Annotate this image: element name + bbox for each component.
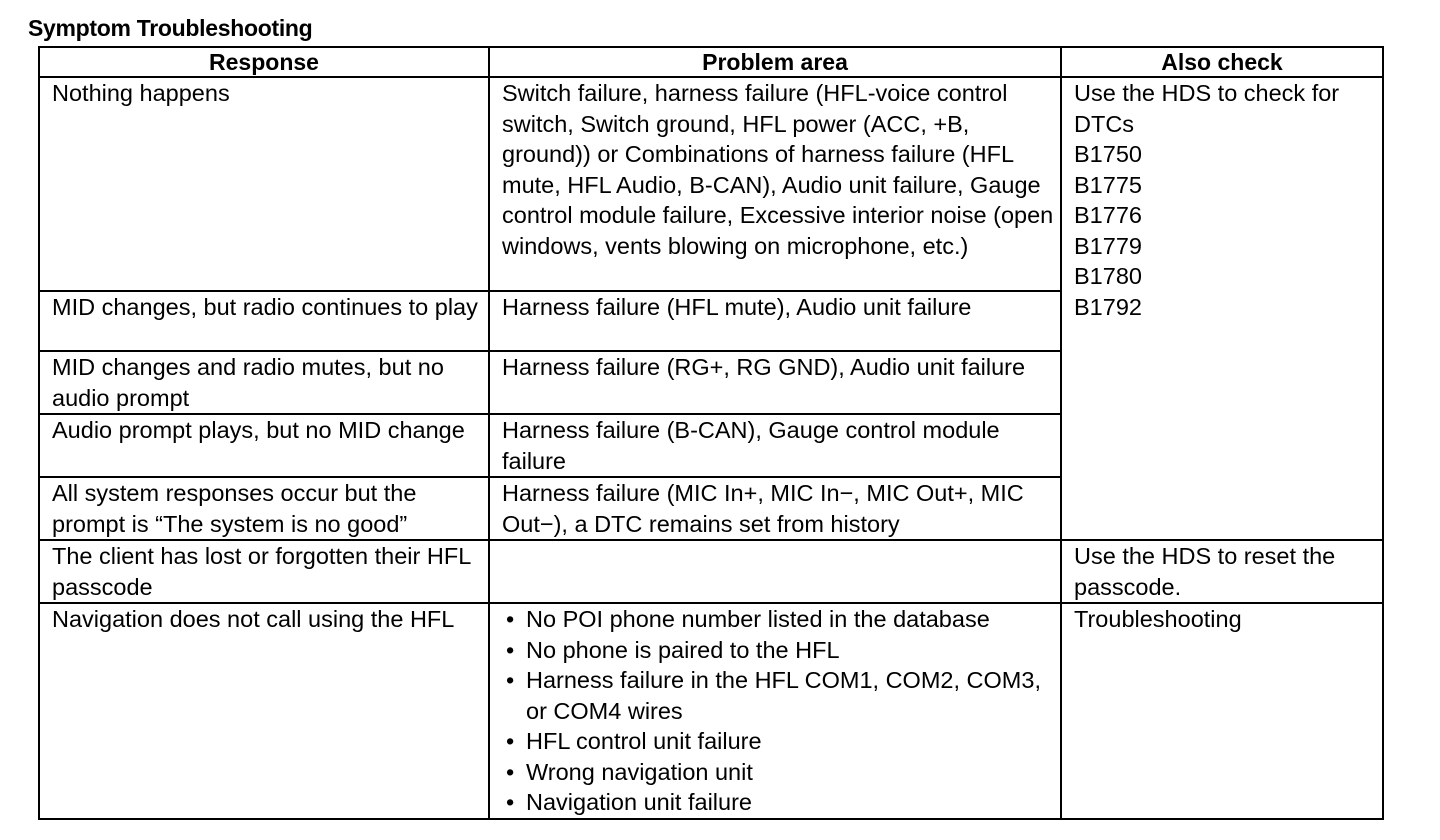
dtc-code: B1775 <box>1074 171 1142 198</box>
problem-area-cell: Harness failure (MIC In+, MIC In−, MIC Out+, MIC Out−), a DTC remains set from history <box>489 477 1061 540</box>
problem-area-cell: Harness failure (HFL mute), Audio unit failure <box>489 291 1061 351</box>
header-problem-area: Problem area <box>489 47 1061 77</box>
problem-bullet-item: • Navigation unit failure <box>502 787 1054 818</box>
table-header-row <box>39 47 1383 77</box>
table-row <box>39 603 1383 819</box>
dtc-code: B1780 <box>1074 263 1142 289</box>
problem-bullet-list <box>502 604 1054 818</box>
problem-area-cell <box>489 603 1061 819</box>
response-cell: MID changes, but radio continues to play <box>39 291 489 351</box>
page-title: Symptom Troubleshooting <box>28 15 313 41</box>
response-cell: MID changes and radio mutes, but no audio prompt <box>39 351 489 414</box>
header-response: Response <box>39 47 489 77</box>
response-cell: All system responses occur but the prompt is “The system is no good” <box>39 477 489 540</box>
response-cell: The client has lost or forgotten their HFL passcode <box>39 540 489 603</box>
response-cell: Audio prompt plays, but no MID change <box>39 414 489 477</box>
table-row <box>39 540 1383 603</box>
also-check-cell: Use the HDS to reset the passcode. <box>1061 540 1383 603</box>
problem-area-cell <box>489 540 1061 603</box>
dtc-code: B1779 <box>1074 232 1142 259</box>
also-check-cell: Troubleshooting <box>1061 603 1383 819</box>
response-cell: Navigation does not call using the HFL <box>39 603 489 819</box>
problem-bullet-item: • HFL control unit failure <box>502 726 1054 757</box>
also-check-dtc-cell <box>1061 77 1383 540</box>
dtc-intro-line: DTCs <box>1074 110 1135 137</box>
problem-bullet-item: • Harness failure in the HFL COM1, COM2, COM3, or COM4 wires <box>502 665 1054 726</box>
dtc-code: B1776 <box>1074 202 1142 228</box>
problem-area-cell: Harness failure (B-CAN), Gauge control module failure <box>489 414 1061 477</box>
problem-bullet-item: • No phone is paired to the HFL <box>502 635 1054 666</box>
dtc-code: B1750 <box>1074 141 1142 167</box>
problem-area-cell: Switch failure, harness failure (HFL-voice control switch, Switch ground, HFL power (ACC, +B, ground)) or Combinations of harness failure (HFL mute, HFL Audio, B-CAN), Audio unit failure, Gauge control module failure, Excessive interior noise (open windows, vents blowing on microphone, etc.) <box>489 77 1061 291</box>
problem-area-cell: Harness failure (RG+, RG GND), Audio unit failure <box>489 351 1061 414</box>
symptom-troubleshooting-table <box>38 46 1384 820</box>
problem-bullet-item: • No POI phone number listed in the database <box>502 604 1054 635</box>
header-also-check: Also check <box>1061 47 1383 77</box>
table-row <box>39 77 1383 291</box>
dtc-code: B1792 <box>1074 293 1142 320</box>
problem-bullet-item: • Wrong navigation unit <box>502 757 1054 788</box>
dtc-intro-line: Use the HDS to check for <box>1074 80 1340 106</box>
response-cell: Nothing happens <box>39 77 489 291</box>
